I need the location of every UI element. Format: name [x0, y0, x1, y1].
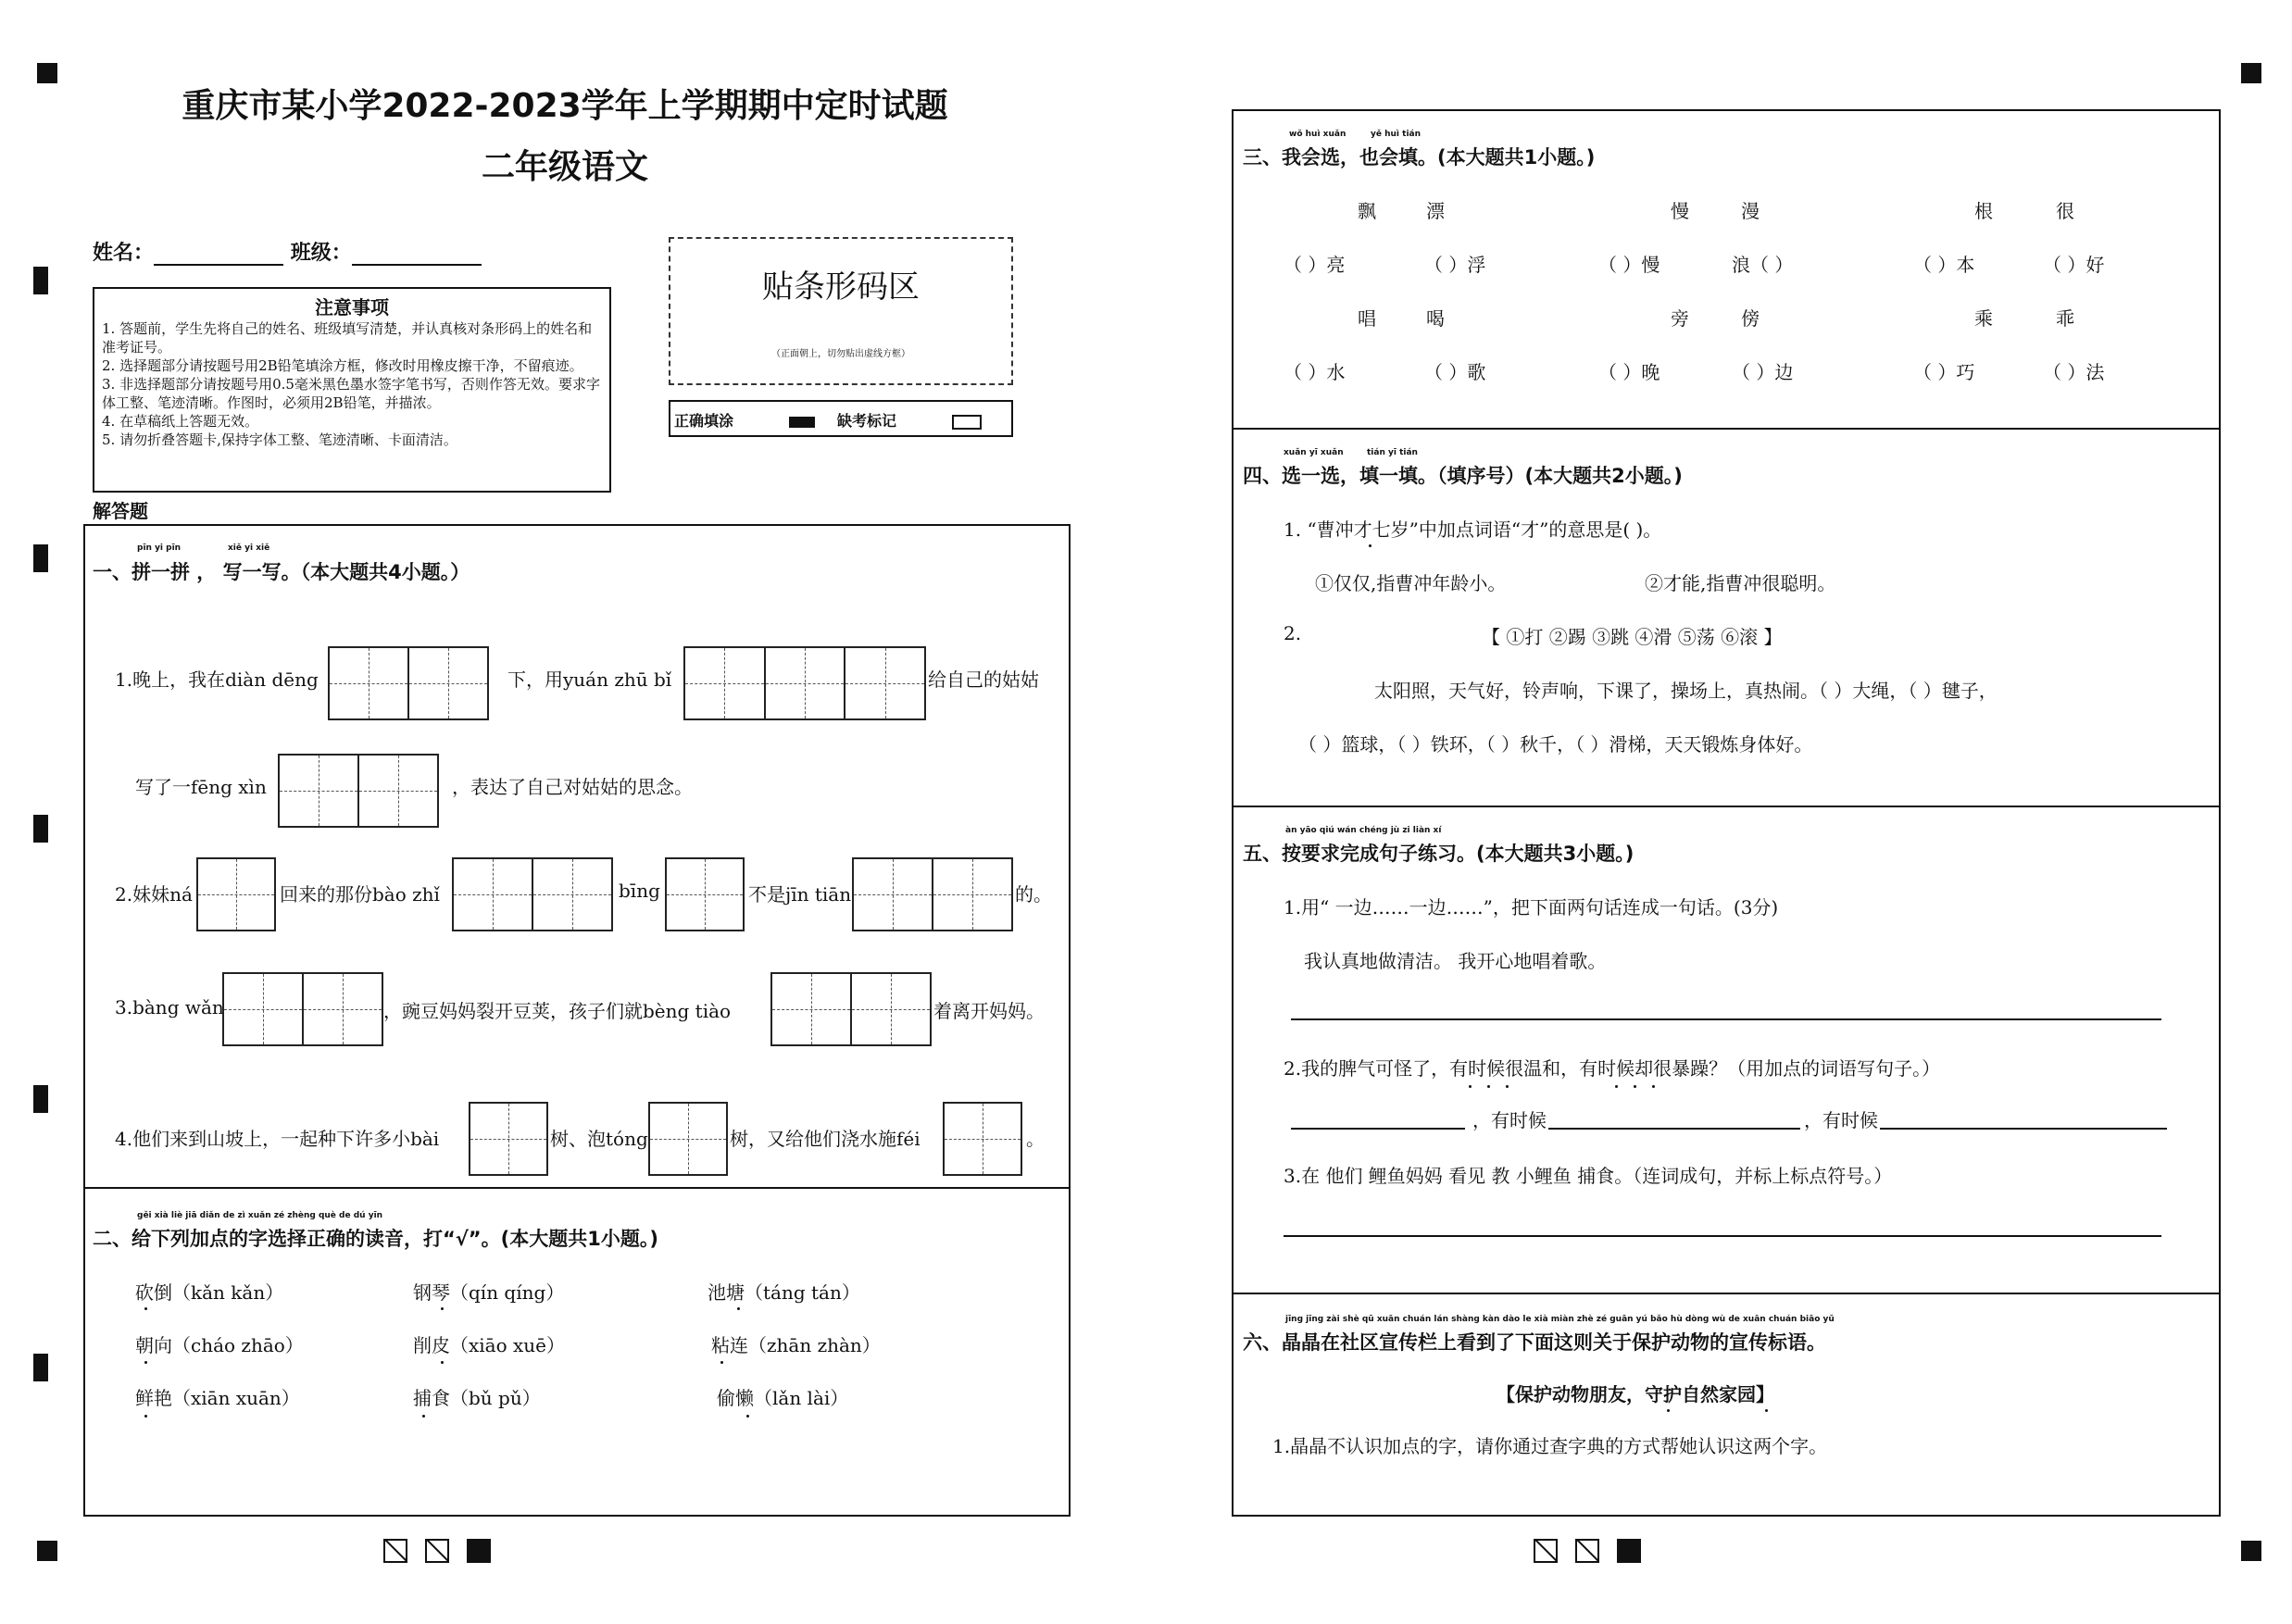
page-mark-box — [425, 1539, 449, 1563]
slogan: 【保护动物朋友，守护自然家园】 — [1497, 1383, 1774, 1405]
char-option: 漂 — [1426, 200, 1445, 222]
side-marker — [33, 267, 48, 294]
notice-item: 2. 选择题部分请按题号用2B铅笔填涂方框，修改时用橡皮擦干净，不留痕迹。 — [102, 357, 583, 374]
q4-text: 。 — [1026, 1128, 1045, 1150]
option[interactable]: ②才能,指曹冲很聪明。 — [1645, 572, 1836, 594]
name-label: 姓名： — [93, 242, 155, 265]
fill-blank[interactable]: （ ）歌 — [1424, 361, 1486, 383]
q1-text: 给自己的姑姑 — [928, 668, 1039, 691]
notice-item: 3. 非选择题部分请按题号用0.5毫米黑色墨水签字笔书写，否则作答无效。要求字体工整、笔迹清晰。作图时，必须用2B铅笔，并描浓。 — [102, 376, 600, 411]
reading-item[interactable]: 鲜艳（xiān xuān） — [135, 1387, 300, 1409]
fill-blank[interactable]: （ ）巧 — [1913, 361, 1975, 383]
fill-blank[interactable]: （ ）晚 — [1598, 361, 1660, 383]
q2-text[interactable]: （ ）篮球，（ ）铁环，（ ）秋千，（ ）滑梯，天天锻炼身体好。 — [1298, 733, 1813, 756]
char-option: 唱 — [1358, 307, 1376, 330]
emphasis-dot — [737, 1307, 740, 1310]
page-mark-box — [1617, 1539, 1641, 1563]
char-option: 乘 — [1974, 307, 1993, 330]
fill-blank[interactable]: （ ）法 — [2043, 361, 2105, 383]
notice-title: 注意事项 — [315, 296, 389, 319]
section-2-title: 二、给下列加点的字选择正确的读音，打“√”。(本大题共1小题。) — [93, 1228, 658, 1250]
section-1-title: 一、拼一拼 ， 写一写。（本大题共4小题。） — [93, 561, 470, 583]
corner-marker-top-right — [2241, 63, 2261, 83]
emphasis-dot — [1487, 1085, 1490, 1088]
reading-item[interactable]: 池塘（táng tán） — [708, 1281, 860, 1304]
q1-text: 1. “曹冲才七岁”中加点词语“才”的意思是( )。 — [1284, 518, 1662, 541]
emphasis-dot — [1369, 544, 1371, 547]
option[interactable]: ①仅仅,指曹冲年龄小。 — [1315, 572, 1507, 594]
corner-marker-bottom-left — [37, 1541, 57, 1561]
section-divider — [1232, 806, 2221, 807]
reading-item[interactable]: 砍倒（kǎn kǎn） — [135, 1281, 284, 1304]
reading-item[interactable]: 偷懒（lǎn lài） — [717, 1387, 849, 1409]
fill-blank[interactable]: （ ）好 — [2043, 254, 2105, 276]
emphasis-dot — [144, 1415, 147, 1418]
pinyin: wǒ huì xuǎn — [1289, 130, 1346, 139]
fill-blank[interactable]: （ ）慢 — [1598, 254, 1660, 276]
emphasis-dot — [422, 1415, 425, 1418]
exam-title: 重庆市某小学2022-2023学年上学期期中定时试题 — [182, 87, 948, 125]
char-option: 飘 — [1358, 200, 1376, 222]
section-divider — [1232, 428, 2221, 430]
section-3-title: 三、我会选，也会填。(本大题共1小题。) — [1243, 146, 1596, 169]
char-option: 根 — [1974, 200, 1993, 222]
fill-blank[interactable]: （ ）浮 — [1424, 254, 1486, 276]
q2-text: 的。 — [1015, 883, 1052, 906]
emphasis-dot — [1634, 1085, 1636, 1088]
reading-item[interactable]: 削皮（xiāo xuē） — [413, 1334, 565, 1356]
q2-text[interactable]: 太阳照，天气好，铃声响，下课了，操场上，真热闹。（ ）大绳，（ ）毽子， — [1374, 680, 1998, 702]
q1-text: 1.晚上，我在diàn dēng — [115, 668, 319, 691]
q3-text: 3.bàng wǎn — [115, 996, 224, 1018]
writing-grid[interactable] — [852, 857, 1013, 931]
class-field[interactable] — [352, 244, 482, 266]
pinyin: yě huì tián — [1371, 130, 1422, 139]
char-option: 慢 — [1671, 200, 1689, 222]
corner-marker-top-left — [37, 63, 57, 83]
char-option: 傍 — [1741, 307, 1760, 330]
char-option: 旁 — [1671, 307, 1689, 330]
answer-line[interactable] — [1880, 1128, 2167, 1130]
q3-text: 着离开妈妈。 — [933, 1000, 1045, 1022]
student-info — [93, 237, 482, 266]
fill-correct-label: 正确填涂 — [674, 412, 734, 430]
writing-grid[interactable] — [222, 972, 383, 1046]
answer-line[interactable] — [1291, 1128, 1465, 1130]
emphasis-dot — [746, 1415, 749, 1418]
q3-text: ，豌豆妈妈裂开豆荚，孩子们就bèng tiào — [383, 1000, 732, 1022]
pinyin: pīn yi pīn — [137, 543, 182, 553]
q4-text: 4.他们来到山坡上，一起种下许多小bài — [115, 1128, 440, 1150]
side-marker — [33, 544, 48, 572]
emphasis-dot — [144, 1307, 147, 1310]
q3-text: 3.在 他们 鲤鱼妈妈 看见 教 小鲤鱼 捕食。（连词成句，并标上标点符号。） — [1284, 1165, 1893, 1187]
q2-options: 【 ①打 ②踢 ③跳 ④滑 ⑤荡 ⑥滚 】 — [1482, 626, 1783, 648]
writing-grid[interactable] — [469, 1102, 548, 1176]
filled-box-icon — [789, 417, 815, 428]
section-4-title: 四、选一选，填一填。（填序号）(本大题共2小题。) — [1243, 465, 1683, 487]
reading-item[interactable]: 钢琴（qín qíng） — [413, 1281, 565, 1304]
q2-fill-label: ，有时候 — [1804, 1109, 1878, 1131]
side-marker — [33, 815, 48, 843]
absent-checkbox[interactable] — [952, 415, 982, 430]
absent-mark-label: 缺考标记 — [837, 412, 897, 430]
q1-text: 1.用“ 一边……一边……”，把下面两句话连成一句话。(3分) — [1284, 896, 1779, 918]
q4-text: 树、泡tóng — [550, 1128, 648, 1150]
side-marker — [33, 1085, 48, 1113]
pinyin: xiě yi xiě — [228, 543, 270, 553]
writing-grid[interactable] — [196, 857, 276, 931]
fill-blank[interactable]: （ ）边 — [1732, 361, 1794, 383]
answer-line[interactable] — [1291, 1018, 2161, 1020]
q2-label: 2. — [1284, 622, 1302, 644]
section-5-title: 五、按要求完成句子练习。(本大题共3小题。) — [1243, 843, 1634, 865]
reading-item[interactable]: 捕食（bǔ pǔ） — [413, 1387, 541, 1409]
q4-text: 树，又给他们浇水施féi — [730, 1128, 921, 1150]
writing-grid[interactable] — [278, 754, 439, 828]
emphasis-dot — [144, 1361, 147, 1364]
fill-blank[interactable]: （ ）水 — [1284, 361, 1346, 383]
answer-line[interactable] — [1548, 1128, 1800, 1130]
class-label: 班级： — [290, 242, 352, 265]
char-option: 喝 — [1426, 307, 1445, 330]
fill-blank[interactable]: 浪（ ） — [1732, 254, 1794, 276]
notice-box — [93, 287, 611, 493]
q1-text: 写了一fēng xìn — [135, 776, 267, 798]
char-option: 乖 — [2056, 307, 2074, 330]
reading-item[interactable]: 粘连（zhān zhàn） — [711, 1334, 881, 1356]
writing-grid[interactable] — [665, 857, 745, 931]
section-divider — [83, 1187, 1071, 1189]
barcode-label: 贴条形码区 — [762, 269, 920, 306]
corner-marker-bottom-right — [2241, 1541, 2261, 1561]
pinyin: àn yāo qiú wán chéng jù zi liàn xí — [1285, 826, 1442, 835]
emphasis-dot — [1765, 1409, 1768, 1412]
q1-text: 下，用yuán zhū bǐ — [507, 668, 672, 691]
barcode-hint: （正面朝上，切勿贴出虚线方框） — [771, 349, 910, 359]
fill-blank[interactable]: （ ）亮 — [1284, 254, 1346, 276]
emphasis-dot — [720, 1361, 723, 1364]
q2-text: 2.我的脾气可怪了，有时候很温和，有时候却很暴躁？（用加点的词语写句子。） — [1284, 1057, 1941, 1080]
emphasis-dot — [1615, 1085, 1618, 1088]
char-option: 很 — [2056, 200, 2074, 222]
fill-legend — [669, 400, 1013, 437]
q1-text: ，表达了自己对姑姑的思念。 — [452, 776, 693, 798]
q1-text: 1.晶晶不认识加点的字，请你通过查字典的方式帮她认识这两个字。 — [1272, 1435, 1828, 1457]
writing-grid[interactable] — [452, 857, 613, 931]
exam-subtitle: 二年级语文 — [481, 148, 648, 186]
pinyin: tián yī tián — [1367, 448, 1418, 457]
name-field[interactable] — [154, 244, 283, 266]
emphasis-dot — [1469, 1085, 1472, 1088]
notice-item: 1. 答题前，学生先将自己的姓名、班级填写清楚，并认真核对条形码上的姓名和准考证号。 — [102, 320, 593, 356]
answer-section-label: 解答题 — [93, 500, 148, 522]
emphasis-dot — [1667, 1409, 1670, 1412]
emphasis-dot — [441, 1307, 444, 1310]
answer-line[interactable] — [1284, 1235, 2161, 1237]
char-option: 漫 — [1741, 200, 1760, 222]
section-divider — [1232, 1293, 2221, 1294]
emphasis-dot — [1652, 1085, 1655, 1088]
barcode-area — [669, 237, 1013, 385]
section-6-title: 六、晶晶在社区宣传栏上看到了下面这则关于保护动物的宣传标语。 — [1243, 1331, 1826, 1354]
fill-blank[interactable]: （ ）本 — [1913, 254, 1975, 276]
notice-item: 5. 请勿折叠答题卡,保持字体工整、笔迹清晰、卡面清洁。 — [102, 431, 457, 448]
emphasis-dot — [441, 1361, 444, 1364]
pinyin: xuǎn yī xuǎn — [1284, 448, 1344, 457]
reading-item[interactable]: 朝向（cháo zhāo） — [135, 1334, 304, 1356]
q1-sentences: 我认真地做清洁。 我开心地唱着歌。 — [1304, 950, 1607, 972]
q2-text: 不是jīn tiān — [748, 883, 852, 906]
page-mark-box — [1575, 1539, 1599, 1563]
emphasis-dot — [1506, 1085, 1509, 1088]
page-mark-box — [1534, 1539, 1558, 1563]
writing-grid[interactable] — [943, 1102, 1022, 1176]
q2-fill-label: ，有时候 — [1472, 1109, 1547, 1131]
pinyin: gěi xià liè jiā diǎn de zì xuǎn zé zhèng què de dú yīn — [137, 1211, 383, 1220]
writing-grid[interactable] — [648, 1102, 728, 1176]
writing-grid[interactable] — [770, 972, 932, 1046]
q2-text: bīng — [619, 880, 660, 902]
notice-item: 4. 在草稿纸上答题无效。 — [102, 413, 259, 430]
page-mark-box — [383, 1539, 407, 1563]
writing-grid[interactable] — [683, 646, 926, 720]
q2-text: 回来的那份bào zhǐ — [280, 883, 440, 906]
q2-text: 2.妹妹ná — [115, 883, 193, 906]
writing-grid[interactable] — [328, 646, 489, 720]
side-marker — [33, 1354, 48, 1381]
pinyin: jīng jīng zài shè qū xuān chuán lán shàng kàn dào le xià miàn zhè zé guān yú bǎo hù dòng wù de xuān chuán biāo yǔ — [1285, 1315, 1835, 1324]
page-mark-box — [467, 1539, 491, 1563]
